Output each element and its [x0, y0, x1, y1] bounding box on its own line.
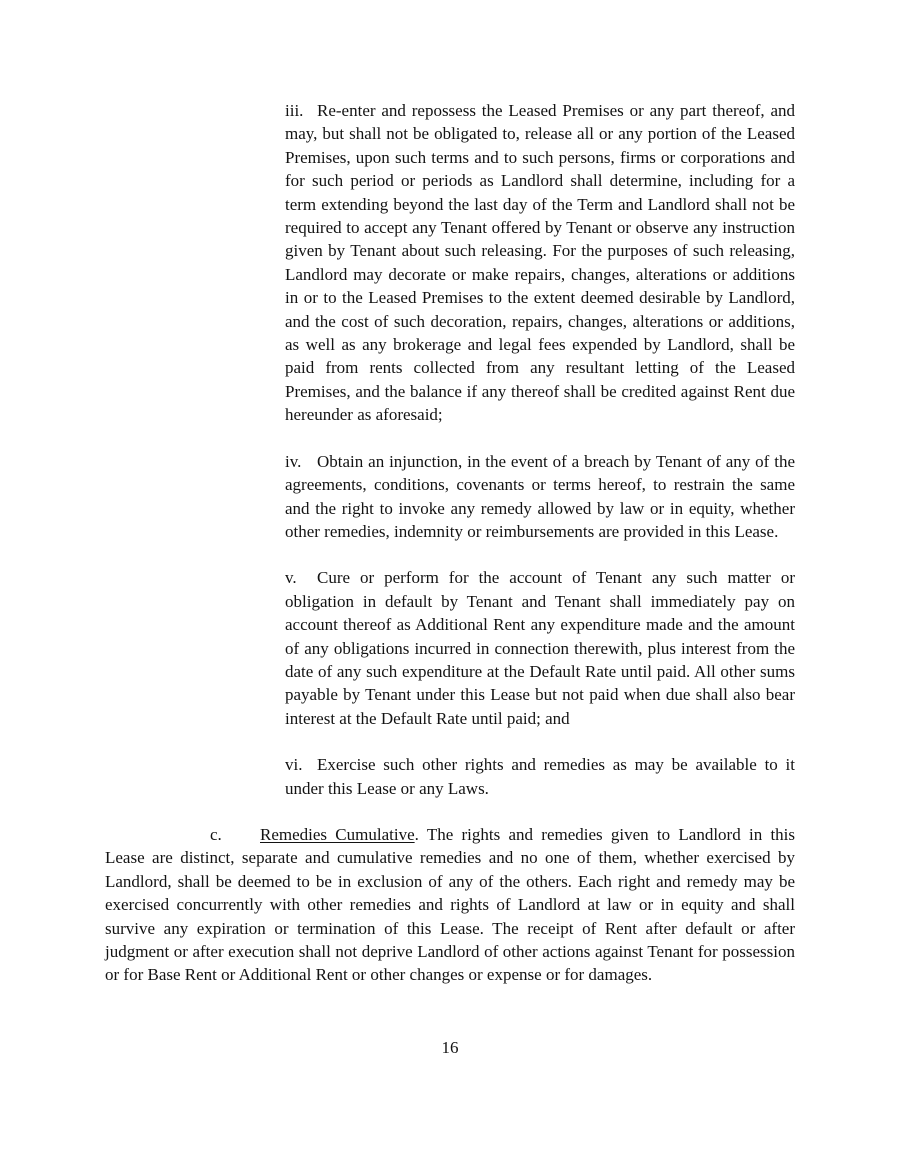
clause-vi-text: Exercise such other rights and remedies as may be available to it under this Lease or any Laws.	[285, 755, 795, 798]
clause-vi-label: vi.	[285, 755, 303, 775]
clause-v	[105, 566, 795, 730]
clause-v-label: v.	[285, 568, 297, 588]
paragraph-c	[105, 823, 795, 987]
clause-iv-label: iv.	[285, 451, 302, 471]
paragraph-c-body: . The rights and remedies given to Landlord in this Lease are distinct, separate and cumulative remedies and no one of them, whether exercised by Landlord, shall be deemed to be in exclusion of any of the others. Each right and remedy may be exercised concurrently with other remedies and rights of Landlord at law or in equity and shall survive any expiration or termination of this Lease. The receipt of Rent after default or after judgment or after execution shall not deprive Landlord of other actions against Tenant for possession or for Base Rent or Additional Rent or other changes or expense or for damages.	[105, 824, 796, 985]
clause-vi	[105, 753, 795, 800]
clause-iii-label: iii.	[285, 101, 304, 120]
paragraph-c-heading: Remedies Cumulative	[260, 824, 415, 844]
clause-v-text: Cure or perform for the account of Tenant any such matter or obligation in default by Tenant and Tenant shall immediately pay on account thereof as Additional Rent any expenditure made and the amount of any obligations incurred in connection therewith, plus interest from the date of any such expenditure at the Default Rate until paid. All other sums payable by Tenant under this Lease but not paid when due shall also bear interest at the Default Rate until paid; and	[285, 568, 795, 728]
clause-iii	[105, 99, 795, 427]
clause-iii-text: Re-enter and repossess the Leased Premises or any part thereof, and may, but shall not be obligated to, release all or any portion of the Leased Premises, upon such terms and to such persons, firms or corporations and for such period or periods as Landlord shall determine, including for a term extending beyond the last day of the Term and Landlord shall not be required to accept any Tenant offered by Tenant or observe any instruction given by Tenant about such releasing. For the purposes of such releasing, Landlord may decorate or make repairs, changes, alterations or additions in or to the Leased Premises to the extent deemed desirable by Landlord, and the cost of such decoration, repairs, changes, alterations or additions, as well as any brokerage and legal fees expended by Landlord, shall be paid from rents collected from any resultant letting of the Leased Premises, and the balance if any thereof shall be credited against Rent due hereunder as aforesaid;	[285, 101, 795, 425]
page-number: 16	[441, 1038, 459, 1057]
document-page	[105, 0, 795, 1010]
paragraph-c-label: c.	[210, 824, 222, 844]
clause-iv	[105, 450, 795, 544]
clause-iv-text: Obtain an injunction, in the event of a breach by Tenant of any of the agreements, conditions, covenants or terms hereof, to restrain the same and the right to invoke any remedy allowed by law or in equity, whether other remedies, indemnity or reimbursements are provided in this Lease.	[285, 451, 795, 541]
